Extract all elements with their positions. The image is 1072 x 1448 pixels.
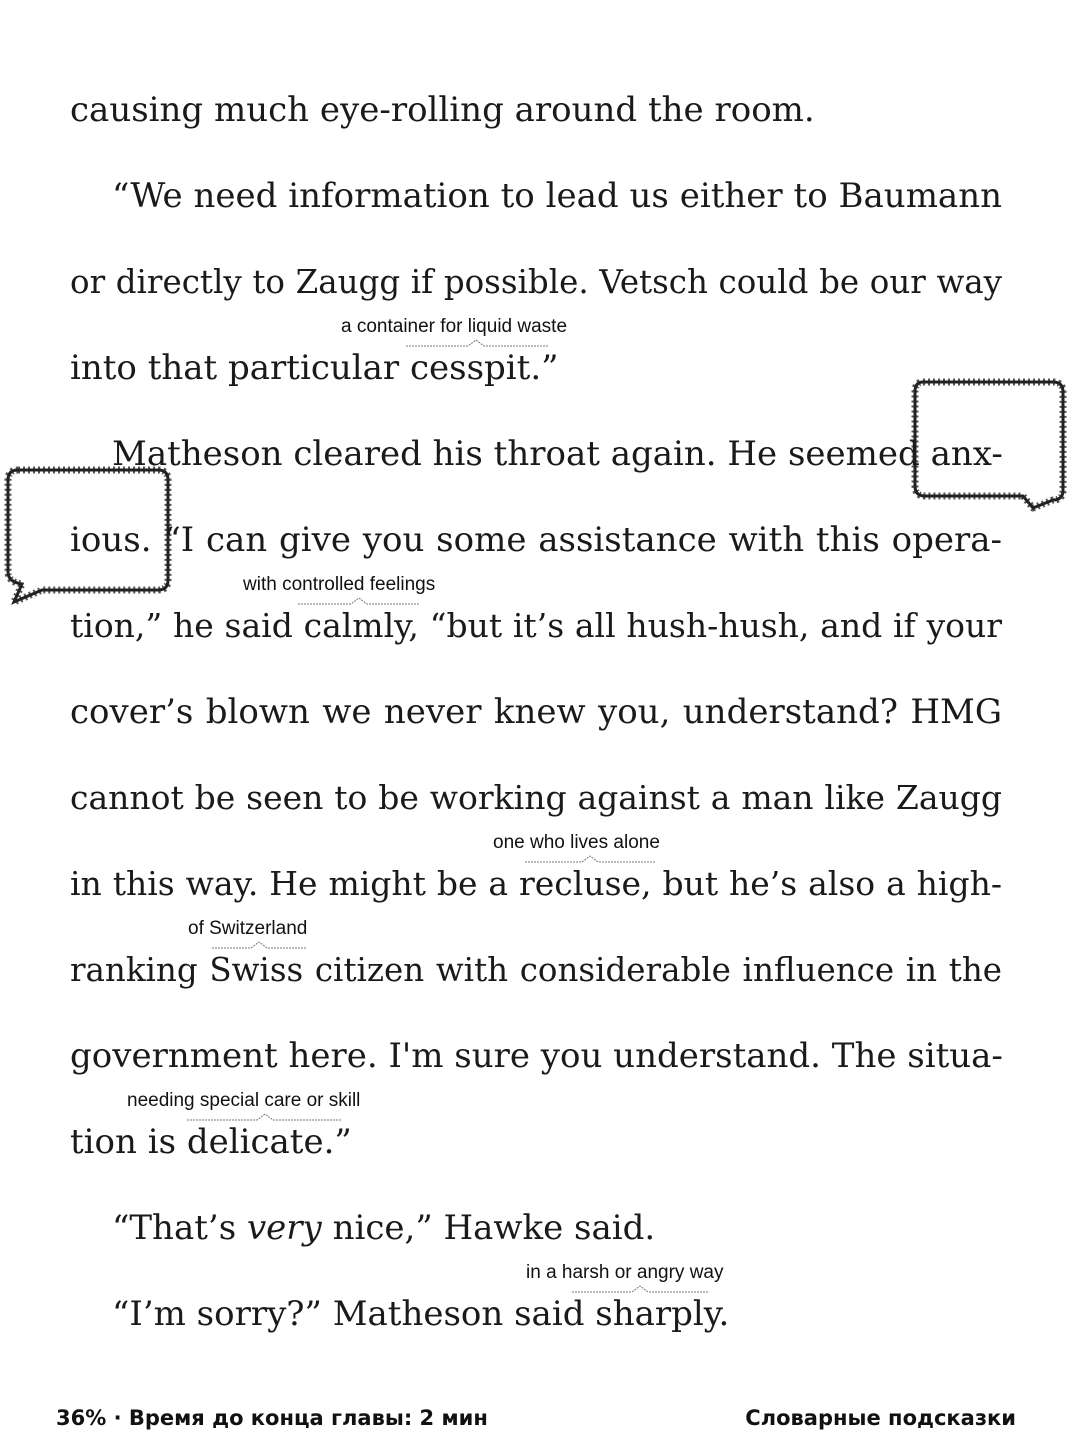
reading-progress[interactable]: 36% · Время до конца главы: 2 мин	[56, 1406, 488, 1430]
text-line: tion,” he said calmly, “but it’s all hush-hush, and if your	[70, 606, 1002, 645]
text-line: or directly to Zaugg if possible. Vetsch could be our way	[70, 263, 1002, 301]
word-hint-swiss[interactable]: of Switzerland	[188, 918, 308, 939]
word-hint-sharply[interactable]: in a harsh or angry way	[526, 1262, 724, 1283]
hint-pointer	[525, 854, 655, 864]
text-line: tion is delicate.”	[70, 1122, 352, 1162]
text-line: ious. “I can give you some assistance with this opera-	[70, 520, 1002, 560]
text-segment: nice,” Hawke said.	[321, 1208, 656, 1248]
word-wise-toggle[interactable]: Словарные подсказки	[745, 1406, 1016, 1430]
text-line: “I’m sorry?” Matheson said sharply.	[112, 1294, 730, 1334]
hint-pointer	[406, 338, 548, 348]
hint-pointer	[298, 596, 420, 606]
word-hint-calmly[interactable]: with controlled feelings	[243, 574, 436, 595]
text-line: Matheson cleared his throat again. He seemed anx-	[112, 434, 1003, 474]
text-line: in this way. He might be a recluse, but he’s also a high-	[70, 864, 1002, 903]
text-line	[112, 1208, 1002, 1248]
text-segment: “That’s	[112, 1208, 247, 1248]
text-line: ranking Swiss citizen with considerable influence in the	[70, 951, 1002, 989]
hint-pointer	[572, 1284, 708, 1294]
word-hint-cesspit[interactable]: a container for liquid waste	[341, 316, 568, 337]
text-line: government here. I'm sure you understand. The situa-	[70, 1036, 1003, 1076]
text-line: into that particular cesspit.”	[70, 348, 559, 388]
text-line: “We need information to lead us either to Baumann	[112, 176, 1002, 216]
text-line: causing much eye-rolling around the room.	[70, 90, 815, 130]
text-line: cannot be seen to be working against a man like Zaugg	[70, 778, 1002, 817]
text-line: cover’s blown we never knew you, understand? HMG	[70, 692, 1002, 732]
emphasis-text: very	[246, 1208, 322, 1248]
word-hint-recluse[interactable]: one who lives alone	[493, 832, 660, 853]
hint-pointer	[187, 1112, 342, 1122]
word-hint-delicate[interactable]: needing special care or skill	[127, 1090, 361, 1111]
hint-pointer	[212, 940, 306, 950]
